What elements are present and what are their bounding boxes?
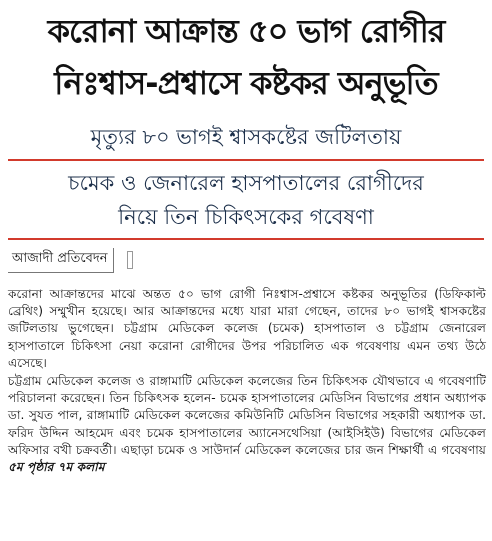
deck-line-2: নিয়ে তিন চিকিৎসকের গবেষণা [118,205,374,229]
article-paragraph-2 [8,373,486,476]
headline-line-1: করোনা আক্রান্ত ৫০ ভাগ রোগীর [47,12,445,50]
article-body [8,286,486,476]
article-paragraph-1: করোনা আক্রান্তদের মাঝে অন্তত ৫০ ভাগ রোগী নিঃশ্বাস-প্রশ্বাসে কষ্টকর অনুভূতির (ডিফিকাল্ট ব্রেথিং) সম্মুখীন হয়েছে। আর আক্রান্তদের মধ্যে যারা মারা গেছেন, তাদের ৮০ ভাগই শ্বাসকষ্টের জটিলতায় ভুগেছেন। চট্টগ্রাম মেডিকেল কলেজ (চমেক) হাসপাতাল ও চট্টগ্রাম জেনারেল হাসপাতালে চিকিৎসা নেয়া করোনা রোগীদের উপর পরিচালিত এক গবেষণায় এমন তথ্য উঠে এসেছে। [8,287,486,370]
divider-top [8,159,484,161]
byline: আজাদী প্রতিবেদন [8,248,114,273]
deck-line-1: চমেক ও জেনারেল হাসপাতালের রোগীদের [68,171,424,195]
article-paragraph-2-text: চট্টগ্রাম মেডিকেল কলেজ ও রাঙ্গামাটি মেডিকেল কলেজের তিন চিকিৎসক যৌথভাবে এ গবেষণাটি পরিচালনা করেছেন। তিন চিকিৎসক হলেন- চমেক হাসপাতালের মেডিসিন বিভাগের প্রধান অধ্যাপক ডা. সুযত পাল, রাঙ্গামাটি মেডিকেল কলেজের কমিউনিটি মেডিসিন বিভাগের সহকারী অধ্যাপক ডা. ফরিদ উদ্দিন আহমেদ এবং চমেক হাসপাতালের অ্যানেসথেসিয়া (আইসিইউ) বিভাগের মেডিকেল অফিসার বখী চক্রবর্তী। এছাড়া চমেক ও সাউদার্ন মেডিকেল কলেজের চার জন শিক্ষার্থী এ গবেষণায় [8,374,486,457]
headline-line-2: নিঃশ্বাস-প্রশ্বাসে কষ্টকর অনুভূতি [54,64,438,102]
continuation-note: ৫ম পৃষ্ঠার ৭ম কলাম [8,460,105,475]
byline-mark [127,251,133,269]
subheadline: মৃত্যুর ৮০ ভাগই শ্বাসকষ্টের জটিলতায় [90,125,402,149]
divider-bottom [8,238,484,240]
